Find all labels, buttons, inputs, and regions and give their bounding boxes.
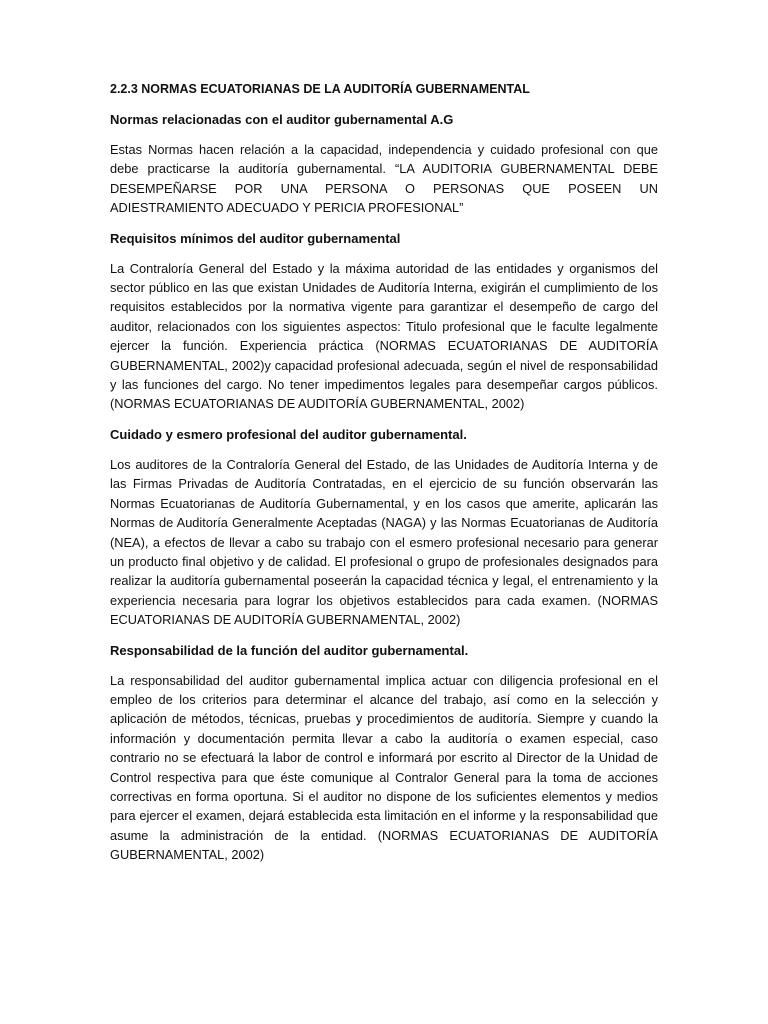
heading-cuidado-esmero: Cuidado y esmero profesional del auditor gubernamental. (110, 426, 467, 442)
document-page (110, 80, 658, 876)
heading-responsabilidad: Responsabilidad de la función del auditor gubernamental. (110, 642, 469, 658)
paragraph-normas-relacionadas: Estas Normas hacen relación a la capacidad, independencia y cuidado profesional con que debe practicarse la auditoría gubernamental. “LA AUDITORIA GUBERNAMENTAL DEBE DESEMPEÑARSE POR UNA PERSONA O PERSONAS QUE POSEEN UN ADIESTRAMIENTO ADECUADO Y PERICIA PROFESIONAL” (110, 142, 658, 216)
paragraph-responsabilidad: La responsabilidad del auditor gubernamental implica actuar con diligencia profesional en el empleo de los criterios para determinar el alcance del trabajo, así como en la selección y aplicación de métodos, técnicas, pruebas y procedimientos de auditoría. Siempre y cuando la información y documentación permita llevar a cabo la auditoría o examen especial, caso contrario no se efectuará la labor de control e informará por escrito al Director de la Unidad de Control respectiva para que éste comunique al Contralor General para la toma de acciones correctivas en forma oportuna. Si el auditor no dispone de los suficientes elementos y medios para ejercer el examen, dejará establecida esta limitación en el informe y la responsabilidad que asume la administración de la entidad. (NORMAS ECUATORIANAS DE AUDITORÍA GUBERNAMENTAL, 2002) (110, 672, 658, 863)
paragraph-requisitos-minimos: La Contraloría General del Estado y la máxima autoridad de las entidades y organismos del sector público en las que existan Unidades de Auditoría Interna, exigirán el cumplimiento de los requisitos establecidos por la normativa vigente para garantizar el desempeño de cargo del auditor, relacionados con los siguientes aspectos: Titulo profesional que le faculte legalmente ejercer la función. Experiencia práctica (NORMAS ECUATORIANAS DE AUDITORÍA GUBERNAMENTAL, 2002)y capacidad profesional adecuada, según el nivel de responsabilidad y las funciones del cargo. No tener impedimentos legales para desempeñar cargos públicos. (NORMAS ECUATORIANAS DE AUDITORÍA GUBERNAMENTAL, 2002) (110, 260, 658, 412)
heading-requisitos-minimos: Requisitos mínimos del auditor gubernamental (110, 230, 401, 246)
paragraph-cuidado-esmero: Los auditores de la Contraloría General del Estado, de las Unidades de Auditoría Interna y de las Firmas Privadas de Auditoría Contratadas, en el ejercicio de su función observarán las Normas Ecuatorianas de Auditoría Gubernamental, y en los casos que amerite, aplicarán las Normas de Auditoría Generalmente Aceptadas (NAGA) y las Normas Ecuatorianas de Auditoría (NEA), a efectos de llevar a cabo su trabajo con el esmero profesional necesario para generar un producto final objetivo y de calidad. El profesional o grupo de profesionales designados para realizar la auditoría gubernamental poseerán la capacidad técnica y legal, el entrenamiento y la experiencia necesaria para lograr los objetivos establecidos para cada examen. (NORMAS ECUATORIANAS DE AUDITORÍA GUBERNAMENTAL, 2002) (110, 456, 658, 628)
section-title: 2.2.3 NORMAS ECUATORIANAS DE LA AUDITORÍA GUBERNAMENTAL (110, 82, 530, 96)
heading-normas-relacionadas: Normas relacionadas con el auditor gubernamental A.G (110, 112, 454, 127)
